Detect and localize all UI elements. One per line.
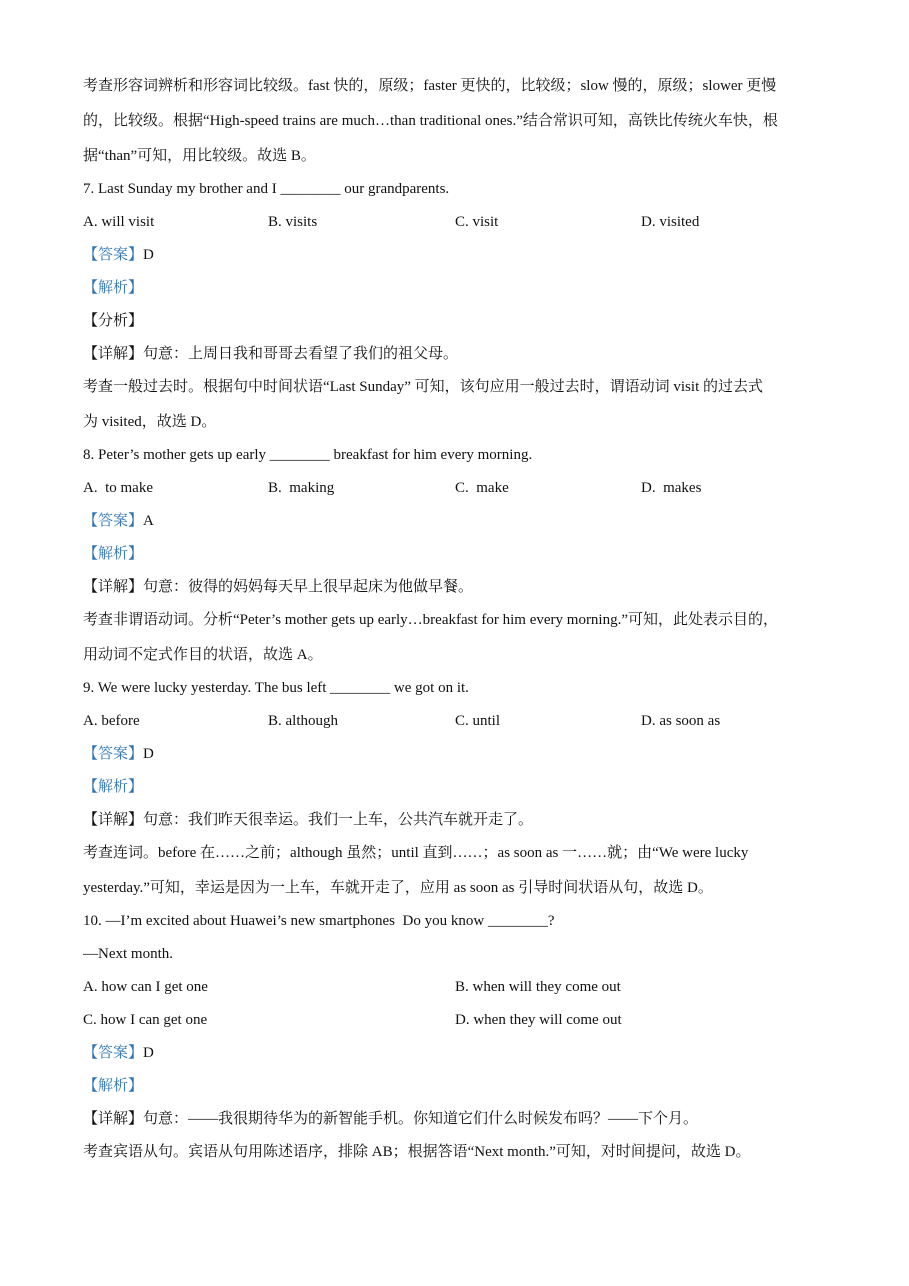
detail-line [83, 571, 873, 604]
option-a: A. will visit [83, 214, 155, 230]
answer-label: 【答案】 [83, 513, 144, 529]
option-b: B. making [268, 480, 335, 496]
analysis-label: 【解析】 [83, 546, 144, 562]
option-a: A. before [83, 713, 140, 729]
option-b: B. although [268, 713, 338, 729]
intro-line: 据“than”可知，用比较级。故选 B。 [83, 148, 316, 164]
answer-label: 【答案】 [83, 1045, 144, 1061]
option-row [83, 705, 873, 738]
option-row [83, 971, 873, 1004]
analysis-label: 【解析】 [83, 779, 144, 795]
option-a: A. to make [83, 480, 153, 496]
question-stem: 7. Last Sunday my brother and I ________ our grandparents. [83, 181, 450, 197]
detail-label: 【详解】 [83, 579, 144, 595]
detail-line: 考查宾语从句。宾语从句用陈述语序，排除 AB；根据答语“Next month.”可知，对时间提问，故选 D。 [83, 1144, 751, 1160]
option-d: D. as soon as [641, 713, 721, 729]
answer-value: D [143, 247, 154, 263]
question-stem: 9. We were lucky yesterday. The bus left ________ we got on it. [83, 680, 469, 696]
question-stem: 10. —I’m excited about Huawei’s new smartphones Do you know ________? [83, 913, 555, 929]
answer-line [83, 1037, 873, 1070]
answer-value: D [143, 746, 154, 762]
analysis-label: 【解析】 [83, 280, 144, 296]
detail-label: 【详解】 [83, 812, 144, 828]
option-row [83, 472, 873, 505]
option-d: D. makes [641, 480, 702, 496]
option-row [83, 1004, 873, 1037]
analysis-label: 【解析】 [83, 1078, 144, 1094]
detail-label: 【详解】 [83, 346, 144, 362]
answer-line [83, 738, 873, 771]
answer-line [83, 505, 873, 538]
detail-text: 句意：——我很期待华为的新智能手机。你知道它们什么时候发布吗？——下个月。 [143, 1111, 699, 1127]
question-stem-reply: —Next month. [83, 946, 173, 962]
detail-line [83, 804, 873, 837]
detail-line [83, 338, 873, 371]
detail-label: 【详解】 [83, 1111, 144, 1127]
answer-line [83, 239, 873, 272]
detail-text: 句意：我们昨天很幸运。我们一上车，公共汽车就开走了。 [143, 812, 534, 828]
answer-value: D [143, 1045, 154, 1061]
detail-text: 句意：上周日我和哥哥去看望了我们的祖父母。 [143, 346, 459, 362]
intro-line: 的，比较级。根据“High-speed trains are much…than traditional ones.”结合常识可知，高铁比传统火车快，根 [83, 113, 778, 129]
option-c: C. until [455, 713, 501, 729]
option-row [83, 206, 873, 239]
option-d: D. visited [641, 214, 700, 230]
option-c: C. how I can get one [83, 1012, 208, 1028]
answer-label: 【答案】 [83, 746, 144, 762]
detail-line: yesterday.”可知，幸运是因为一上车，车就开走了，应用 as soon as 引导时间状语从句，故选 D。 [83, 880, 713, 896]
detail-line [83, 1103, 873, 1136]
detail-line: 用动词不定式作目的状语，故选 A。 [83, 647, 323, 663]
fenxi-label: 【分析】 [83, 313, 144, 329]
option-d: D. when they will come out [455, 1012, 622, 1028]
option-a: A. how can I get one [83, 979, 208, 995]
answer-label: 【答案】 [83, 247, 144, 263]
detail-line: 考查非谓语动词。分析“Peter’s mother gets up early…breakfast for him every morning.”可知，此处表示目的， [83, 612, 779, 628]
question-stem: 8. Peter’s mother gets up early ________ breakfast for him every morning. [83, 447, 533, 463]
option-b: B. visits [268, 214, 318, 230]
option-b: B. when will they come out [455, 979, 621, 995]
detail-line: 考查连词。before 在……之前；although 虽然；until 直到……；as soon as 一……就；由“We were lucky [83, 845, 749, 861]
intro-line: 考查形容词辨析和形容词比较级。fast 快的，原级；faster 更快的，比较级；slow 慢的，原级；slower 更慢 [83, 78, 777, 94]
option-c: C. make [455, 480, 509, 496]
detail-text: 句意：彼得的妈妈每天早上很早起床为他做早餐。 [143, 579, 474, 595]
detail-line: 为 visited，故选 D。 [83, 414, 217, 430]
answer-value: A [143, 513, 154, 529]
detail-line: 考查一般过去时。根据句中时间状语“Last Sunday” 可知，该句应用一般过去时，谓语动词 visit 的过去式 [83, 379, 763, 395]
option-c: C. visit [455, 214, 499, 230]
